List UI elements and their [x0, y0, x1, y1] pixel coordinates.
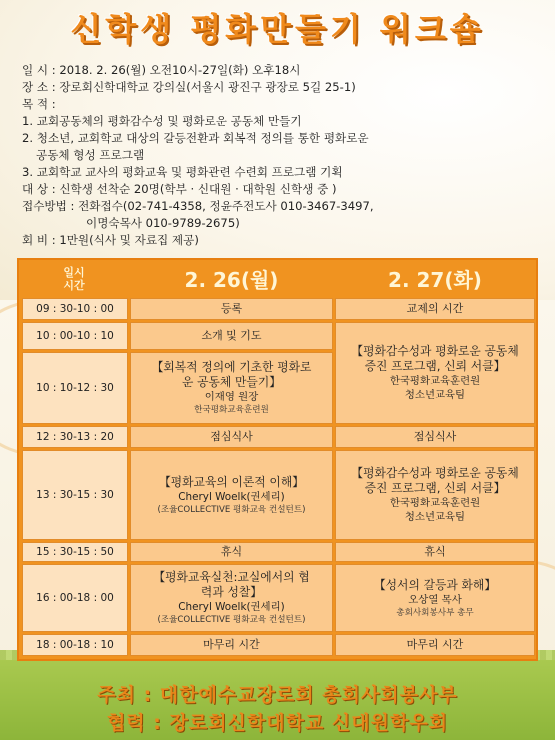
schedule-cell: 마무리 시간: [130, 634, 333, 656]
session-title: 【평화감수성과 평화로운 공동체 증진 프로그램, 신뢰 서클】: [351, 466, 519, 495]
time-cell: 18 : 00-18 : 10: [22, 634, 128, 656]
schedule-cell: 등록: [130, 298, 333, 320]
session-title: 【평화감수성과 평화로운 공동체 증진 프로그램, 신뢰 서클】: [351, 344, 519, 373]
time-cell: 09 : 30-10 : 00: [22, 298, 128, 320]
schedule-cell: 휴식: [130, 542, 333, 562]
time-cell: 16 : 00-18 : 00: [22, 564, 128, 632]
info-apply-a: 접수방법 : 전화접수(02-741-4358, 정윤주전도사 010-3467-3497,: [22, 199, 374, 213]
speaker-org: 한국평화교육훈련원: [389, 375, 481, 387]
schedule-cell: 휴식: [335, 542, 535, 562]
info-purpose-3: 3. 교회학교 교사의 평화교육 및 평화관련 수련회 프로그램 기획: [22, 165, 343, 179]
info-apply-b: 이명숙목사 010-9789-2675): [86, 216, 240, 230]
speaker-org: 총회사회봉사부 총무: [396, 607, 474, 618]
speaker-name: Cheryl Woelk(권세리): [178, 490, 285, 503]
schedule-cell: 점심식사: [335, 426, 535, 448]
session-title: 【평화교육의 이론적 이해】: [158, 474, 305, 489]
header-day2: 2. 27(화): [388, 268, 482, 292]
time-cell: 10 : 10-12 : 30: [22, 352, 128, 424]
schedule-cell: [335, 450, 535, 540]
speaker-team: 청소년교육팀: [404, 511, 466, 523]
info-date: 일 시 : 2018. 2. 26(월) 오전10시-27일(화) 오후18시: [22, 63, 301, 77]
time-cell: 15 : 30-15 : 50: [22, 542, 128, 562]
session-title: 【회복적 정의에 기초한 평화로운 공동체 만들기】: [151, 360, 312, 389]
time-cell: 10 : 00-10 : 10: [22, 322, 128, 350]
speaker-name: 오상열 목사: [408, 593, 462, 606]
table-header: [19, 260, 536, 297]
info-purpose-2b: 공동체 형성 프로그램: [36, 148, 145, 162]
schedule-table: [17, 258, 538, 661]
schedule-cell: [130, 450, 333, 540]
schedule-cell: [335, 322, 535, 424]
speaker-name: Cheryl Woelk(권세리): [178, 601, 285, 613]
info-fee: 회 비 : 1만원(식사 및 자료집 제공): [22, 233, 199, 247]
speaker-org: (조율COLLECTIVE 평화교육 컨설턴트): [157, 504, 306, 515]
poster-title: 신학생 평화만들기 워크숍: [70, 10, 485, 48]
schedule-cell: [130, 352, 333, 424]
session-title: 【평화교육실천:교실에서의 협력과 성찰】: [153, 570, 310, 599]
speaker-org: 한국평화교육훈련원: [389, 497, 481, 509]
header-day1: 2. 26(월): [184, 268, 279, 292]
speaker-team: 청소년교육팀: [404, 389, 466, 401]
schedule-cell: 교제의 시간: [335, 298, 535, 320]
info-purpose-2a: 2. 청소년, 교회학교 대상의 갈등전환과 회복적 정의를 통한 평화로운: [22, 131, 369, 145]
schedule-cell: 점심식사: [130, 426, 333, 448]
schedule-cell: 소개 및 기도: [130, 322, 333, 350]
info-place: 장 소 : 장로회신학대학교 강의실(서울시 광진구 광장로 5길 25-1): [22, 80, 356, 94]
time-cell: 12 : 30-13 : 20: [22, 426, 128, 448]
footer-coop: 협력 : 장로회신학대학교 신대원학우회: [106, 712, 449, 734]
session-title: 【성서의 갈등과 화해】: [373, 577, 497, 592]
schedule-cell: [335, 564, 535, 632]
schedule-cell: [130, 564, 333, 632]
info-purpose-1: 1. 교회공동체의 평화감수성 및 평화로운 공동체 만들기: [22, 114, 302, 128]
info-target: 대 상 : 신학생 선착순 20명(학부 · 신대원 · 대학원 신학생 중 ): [22, 182, 337, 196]
speaker-org: (조율COLLECTIVE 평화교육 컨설턴트): [157, 615, 306, 625]
speaker-org: 한국평화교육훈련원: [194, 405, 269, 415]
info-purpose-label: 목 적 :: [22, 97, 56, 111]
footer-host: 주최 : 대한예수교장로회 총회사회봉사부: [97, 684, 458, 706]
speaker-name: 이재영 원장: [204, 391, 259, 403]
time-cell: 13 : 30-15 : 30: [22, 450, 128, 540]
header-time: 일시 시간: [63, 265, 85, 292]
event-info: [22, 62, 542, 249]
schedule-cell: 마무리 시간: [335, 634, 535, 656]
